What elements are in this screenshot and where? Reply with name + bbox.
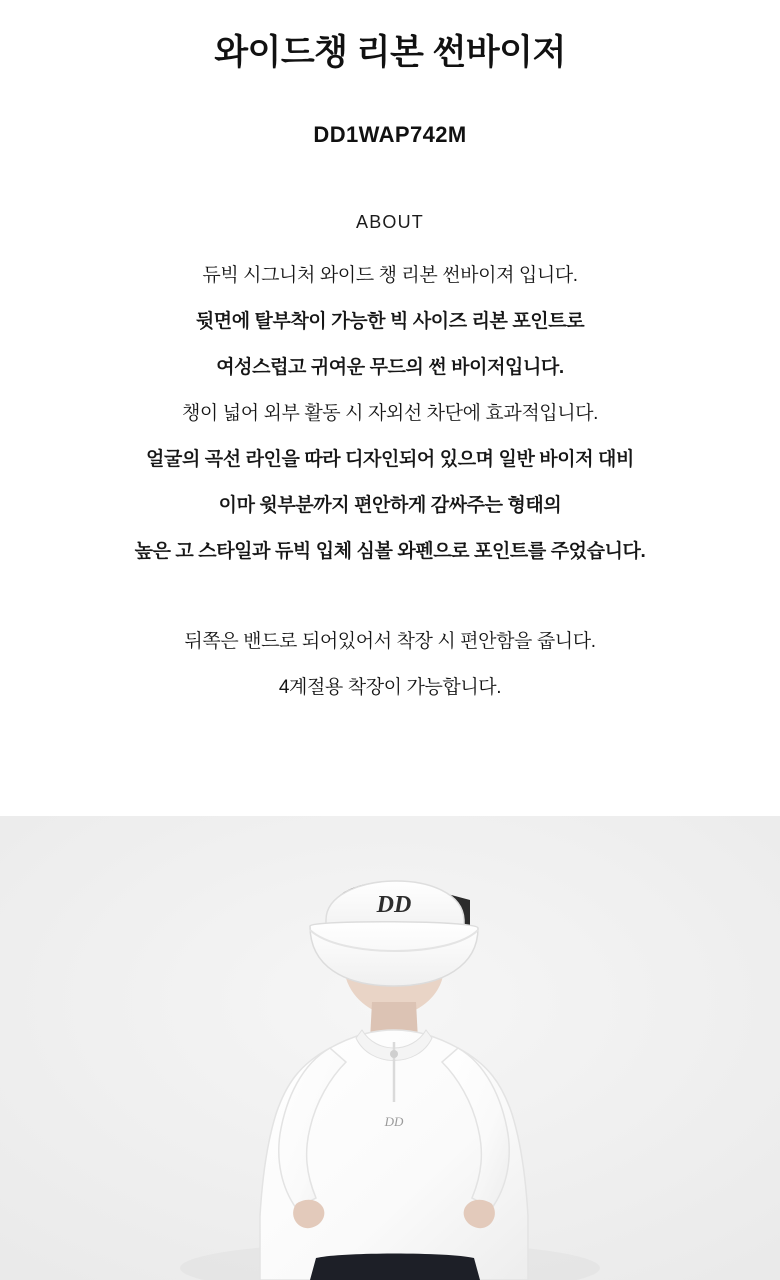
description-line: 듀빅 시그니처 와이드 챙 리본 썬바이져 입니다. xyxy=(202,264,578,286)
description-line: 여성스럽고 귀여운 무드의 썬 바이저입니다. xyxy=(216,356,564,378)
description-line: 얼굴의 곡선 라인을 따라 디자인되어 있으며 일반 바이저 대비 xyxy=(146,448,634,470)
about-description xyxy=(0,233,780,711)
description-line: 이마 윗부분까지 편안하게 감싸주는 형태의 xyxy=(218,494,562,516)
svg-text:DD: DD xyxy=(384,1114,404,1129)
description-line: 높은 고 스타일과 듀빅 입체 심볼 와펜으로 포인트를 주었습니다. xyxy=(134,540,646,562)
about-label: ABOUT xyxy=(355,211,424,232)
description-spacer xyxy=(0,575,780,619)
description-line: 챙이 넓어 외부 활동 시 자외선 차단에 효과적입니다. xyxy=(181,402,599,424)
page-title: 와이드챙 리본 썬바이저 xyxy=(214,33,566,72)
svg-text:DD: DD xyxy=(376,892,412,918)
description-line: 뒷면에 탈부착이 가능한 빅 사이즈 리본 포인트로 xyxy=(195,310,585,332)
description-line: 4계절용 착장이 가능합니다. xyxy=(278,676,502,698)
description-line: 뒤쪽은 밴드로 되어있어서 착장 시 편안함을 줍니다. xyxy=(184,630,596,652)
product-code: DD1WAP742M xyxy=(313,121,467,147)
product-photo xyxy=(0,816,780,1280)
